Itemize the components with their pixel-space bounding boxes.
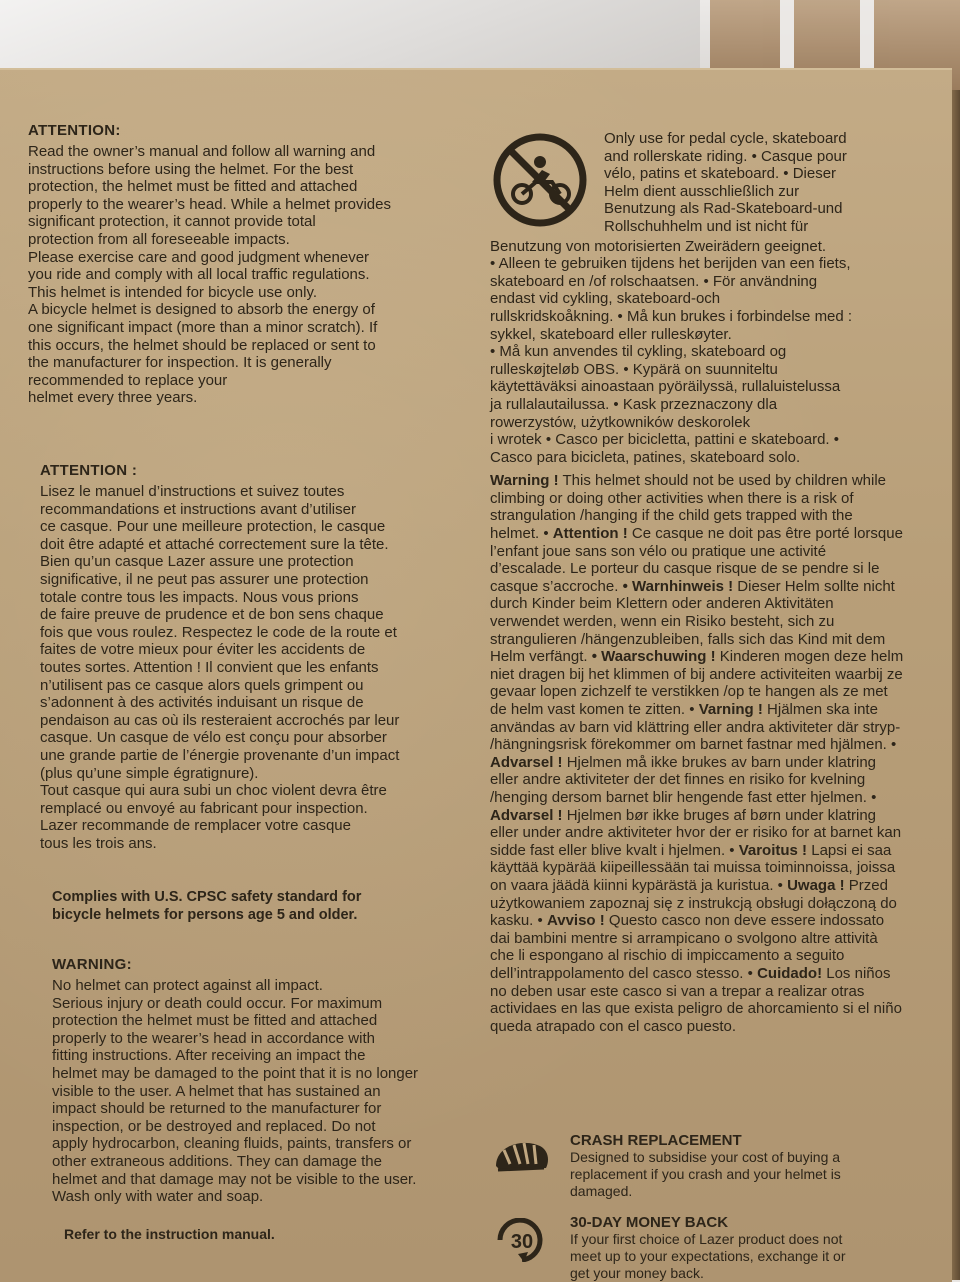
money-back-feature bbox=[492, 1214, 912, 1282]
warning-label: Avviso ! bbox=[546, 912, 605, 930]
text-line: pendaison au cas où ils resteraient accrochés par leur bbox=[40, 711, 400, 729]
warning-text: Ce casque ne doit pas être porté lorsque l’enfant joue sans son vélo ou pratique une activité d’escalade. Le porteur du casque risque de se pendre si le casque s’accroche. bbox=[490, 525, 903, 595]
warning-heading: WARNING: bbox=[52, 956, 132, 973]
warning-text: Los niños no deben usar este casco si van a trepar a realizar otras actividaes en las que exista peligro de ahorcamiento si el niño queda atrapado con el casco puesto. bbox=[490, 964, 902, 1035]
warning-label: Advarsel ! bbox=[490, 806, 563, 824]
text-line: käytettäväksi ainoastaan pyöräilyssä, rullaluistelussa bbox=[490, 378, 841, 396]
warning-label: Attention ! bbox=[552, 525, 628, 543]
helmet-box-panel bbox=[0, 68, 952, 1282]
text-line: rowerzystów, użytkowników deskorolek bbox=[490, 413, 751, 431]
chair-gap bbox=[780, 0, 794, 70]
text-line: protection the helmet must be fitted and attached bbox=[52, 1012, 378, 1030]
text-line: i wrotek • Casco per bicicletta, pattini e skateboard. • bbox=[490, 431, 839, 449]
text-line: visible to the user. A helmet that has sustained an bbox=[52, 1082, 381, 1100]
text-line: helmet and that damage may not be visible to the user. bbox=[52, 1170, 417, 1188]
text-line: recommandations et instructions avant d’utiliser bbox=[40, 500, 356, 518]
text-line: Serious injury or death could occur. For maximum bbox=[52, 994, 383, 1012]
text-line: and rollerskate riding. • Casque pour bbox=[604, 147, 847, 165]
money-back-title: 30-DAY MONEY BACK bbox=[570, 1214, 729, 1231]
multilingual-child-warnings bbox=[490, 472, 905, 1035]
text-line: Tout casque qui aura subi un choc violent devra être bbox=[40, 782, 387, 800]
text-line: properly to the wearer’s head. While a helmet provides bbox=[28, 195, 391, 213]
text-line: casque. Un casque de vélo est conçu pour absorber bbox=[40, 729, 387, 747]
usage-restriction-intro bbox=[604, 130, 905, 236]
text-line: totale contre tous les impacts. Nous vous prions bbox=[40, 588, 359, 606]
crash-replacement-feature bbox=[492, 1132, 912, 1200]
text-line: • Må kun anvendes til cykling, skateboard og bbox=[490, 343, 787, 361]
text-line: une grande partie de l’énergie provenante d’un impact bbox=[40, 746, 400, 764]
badge-number: 30 bbox=[510, 1231, 534, 1253]
text-line: helmet every three years. bbox=[28, 389, 198, 407]
warning-text bbox=[52, 977, 477, 1206]
usage-restriction-translations bbox=[490, 238, 905, 467]
warning-text: Hjelmen bør ikke bruges af børn under klatring eller under andre aktiviteter hvor der er risiko for at barnet kan sidde fast eller blive kvalt i hjelmen. • bbox=[490, 806, 902, 859]
text-line: ce casque. Pour une meilleure protection, le casque bbox=[40, 518, 386, 536]
text-line: Wash only with water and soap. bbox=[52, 1188, 264, 1206]
crash-replacement-title: CRASH REPLACEMENT bbox=[570, 1132, 742, 1149]
text-line: bicycle helmets for persons age 5 and older. bbox=[52, 907, 358, 923]
warning-text: Hjelmen må ikke brukes av barn under klatring eller andre aktiviteter der det finnes en risiko for kvelning /henging dersom barnet blir hengende fast etter hjelmen. • bbox=[490, 753, 877, 806]
refer-manual-note: Refer to the instruction manual. bbox=[64, 1226, 275, 1242]
text-line: other extraneous additions. They can damage the bbox=[52, 1152, 382, 1170]
thirty-day-badge-icon bbox=[492, 1218, 552, 1262]
text-line: Only use for pedal cycle, skateboard bbox=[604, 130, 847, 147]
text-line: vélo, patins et skateboard. • Dieser bbox=[604, 165, 837, 183]
warning-text: This helmet should not be used by children while climbing or doing other activities when there is a risk of strangulation /hanging if the child gets trapped with the helmet. • bbox=[490, 472, 887, 543]
text-line: the manufacturer for inspection. It is generally bbox=[28, 354, 332, 372]
text-line: Benutzung als Rad-Skateboard-und bbox=[604, 200, 843, 218]
warning-text: Kinderen mogen deze helm niet dragen bij het klimmen of bij andere activiteiten waarbij ze gevaar lopen zichzelf te verstikken /op te hangen als ze met de helm vast komen te zitten. • bbox=[490, 648, 904, 718]
text-line: Lisez le manuel d’instructions et suivez toutes bbox=[40, 483, 345, 500]
text-line: Complies with U.S. CPSC safety standard for bbox=[52, 889, 362, 905]
cpsc-compliance-statement bbox=[52, 888, 472, 924]
text-line: • Alleen te gebruiken tijdens het berijden van een fiets, bbox=[490, 255, 851, 273]
text-line: Read the owner’s manual and follow all warning and bbox=[28, 143, 376, 160]
text-line: instructions before using the helmet. For the best bbox=[28, 160, 354, 178]
text-line: tous les trois ans. bbox=[40, 834, 157, 852]
warning-text: Przed użytkowaniem zapoznaj się z instrukcją obsługi dołączoną do kasku. • bbox=[490, 876, 897, 930]
text-line: No helmet can protect against all impact. bbox=[52, 977, 323, 994]
text-line: protection, the helmet must be fitted and attached bbox=[28, 178, 358, 196]
text-line: protection from all foreseeable impacts. bbox=[28, 230, 290, 248]
text-line: apply hydrocarbon, cleaning fluids, paints, transfers or bbox=[52, 1135, 412, 1153]
text-line: properly to the wearer’s head in accordance with bbox=[52, 1029, 375, 1047]
text-line: This helmet is intended for bicycle use only. bbox=[28, 283, 318, 301]
warning-label: Varning ! bbox=[698, 701, 763, 718]
french-attention-heading: ATTENTION : bbox=[40, 462, 138, 479]
text-line: de faire preuve de prudence et de bon sens chaque bbox=[40, 606, 384, 624]
english-attention-block bbox=[28, 122, 473, 407]
text-line: rullskridskoåkning. • Må kun brukes i forbindelse med : bbox=[490, 307, 853, 325]
text-line: damaged. bbox=[570, 1183, 633, 1199]
text-line: Please exercise care and good judgment whenever bbox=[28, 248, 370, 266]
warning-label: Warning ! bbox=[490, 472, 559, 490]
warning-text: Lapsi ei saa käyttää kypärää kiipeillessään tai muissa toiminnoissa, joissa on vaara jäädä kiinni kypärästä ja kuristua. • bbox=[490, 841, 896, 894]
warning-label: • Warnhinweis ! bbox=[622, 577, 734, 595]
french-attention-block bbox=[40, 462, 465, 852]
text-line: If your first choice of Lazer product does not bbox=[570, 1231, 843, 1247]
text-line: sykkel, skateboard eller rulleskøyter. bbox=[490, 325, 732, 343]
text-line: n’utilisent pas ce casque alors quels grimpent ou bbox=[40, 676, 364, 694]
english-attention-text bbox=[28, 143, 473, 407]
money-back-description bbox=[570, 1231, 912, 1282]
text-line: Benutzung von motorisierten Zweirädern geeignet. bbox=[490, 237, 827, 255]
french-attention-text bbox=[40, 483, 465, 852]
text-line: recommended to replace your bbox=[28, 371, 228, 389]
text-line: rulleskøjteløb OBS. • Kypärä on suunniteltu bbox=[490, 360, 778, 378]
text-line: inspection, or be destroyed and replaced. Do not bbox=[52, 1117, 376, 1135]
text-line: ja rullalautailussa. • Kask przeznaczony dla bbox=[490, 395, 778, 413]
text-line: fitting instructions. After receiving an impact the bbox=[52, 1047, 366, 1065]
warning-label: • Waarschuwing ! bbox=[591, 648, 716, 666]
text-line: meet up to your expectations, exchange it or bbox=[570, 1248, 846, 1264]
text-line: you ride and comply with all local traffic regulations. bbox=[28, 266, 370, 284]
text-line: remplacé ou envoyé au fabricant pour inspection. bbox=[40, 799, 368, 817]
text-line: Rollschuhhelm und ist nicht für bbox=[604, 217, 809, 235]
text-line: toutes sortes. Attention ! Il convient que les enfants bbox=[40, 658, 379, 676]
text-line: endast vid cykling, skateboard-och bbox=[490, 290, 721, 308]
text-line: replacement if you crash and your helmet is bbox=[570, 1166, 841, 1182]
warning-label: Uwaga ! bbox=[787, 876, 845, 894]
warning-label: Cuidado! bbox=[757, 964, 823, 982]
warning-text: Dieser Helm sollte nicht durch Kinder beim Klettern oder anderen Aktivitäten verwendet werden, wenn ein Risiko besteht, sich zu strangulieren /hängenzubleiben, falls sich das Kind mit dem Helm verfängt. bbox=[490, 577, 895, 666]
english-attention-heading: ATTENTION: bbox=[28, 122, 121, 139]
text-line: this occurs, the helmet should be replaced or sent to bbox=[28, 336, 376, 354]
text-line: fois que vous roulez. Respectez le code de la route et bbox=[40, 623, 397, 641]
text-line: s’adonnent à des activités induisant un risque de bbox=[40, 694, 364, 712]
text-line: A bicycle helmet is designed to absorb the energy of bbox=[28, 301, 375, 319]
text-line: Helm dient ausschließlich zur bbox=[604, 182, 800, 200]
text-line: skateboard en /of rolschaatsen. • För användning bbox=[490, 272, 818, 290]
crash-replacement-description bbox=[570, 1149, 912, 1200]
text-line: get your money back. bbox=[570, 1265, 704, 1281]
text-line: significant protection, it cannot provide total bbox=[28, 213, 316, 231]
background-plastic-bag bbox=[0, 0, 700, 70]
usage-restriction-block bbox=[490, 130, 905, 1035]
text-line: Bien qu’un casque Lazer assure une protection bbox=[40, 553, 354, 571]
warning-text: Hjälmen ska inte användas av barn vid klättring eller andra aktiviteter där stryp- /hängningsrisk förekommer om barnet fastnar med hjälmen. • bbox=[490, 701, 901, 754]
text-line: doit être adapté et attaché correctement sure la tête. bbox=[40, 535, 389, 553]
text-line: Lazer recommande de remplacer votre casque bbox=[40, 817, 351, 835]
text-line: Casco para bicicleta, patines, skateboard solo. bbox=[490, 448, 801, 466]
warning-label: Advarsel ! bbox=[490, 753, 563, 771]
text-line: one significant impact (more than a minor scratch). If bbox=[28, 318, 378, 336]
text-line: significative, il ne peut pas assurer une protection bbox=[40, 570, 369, 588]
text-line: Designed to subsidise your cost of buying a bbox=[570, 1149, 841, 1165]
chair-gap bbox=[860, 0, 874, 70]
text-line: (plus qu’une simple égratignure). bbox=[40, 764, 259, 782]
text-line: impact should be returned to the manufacturer for bbox=[52, 1100, 382, 1118]
helmet-icon bbox=[492, 1136, 552, 1180]
warning-text: Questo casco non deve essere indossato dai bambini mentre si arrampicano o svolgono altre attività che li espongano al rischio di impiccamento a seguito dell’intrappolamento del casco stesso. • bbox=[490, 912, 885, 982]
warning-label: Varoitus ! bbox=[738, 841, 808, 859]
text-line: helmet may be damaged to the point that it is no longer bbox=[52, 1064, 419, 1082]
warning-block bbox=[52, 956, 477, 1206]
text-line: faites de votre mieux pour éviter les accidents de bbox=[40, 641, 366, 659]
